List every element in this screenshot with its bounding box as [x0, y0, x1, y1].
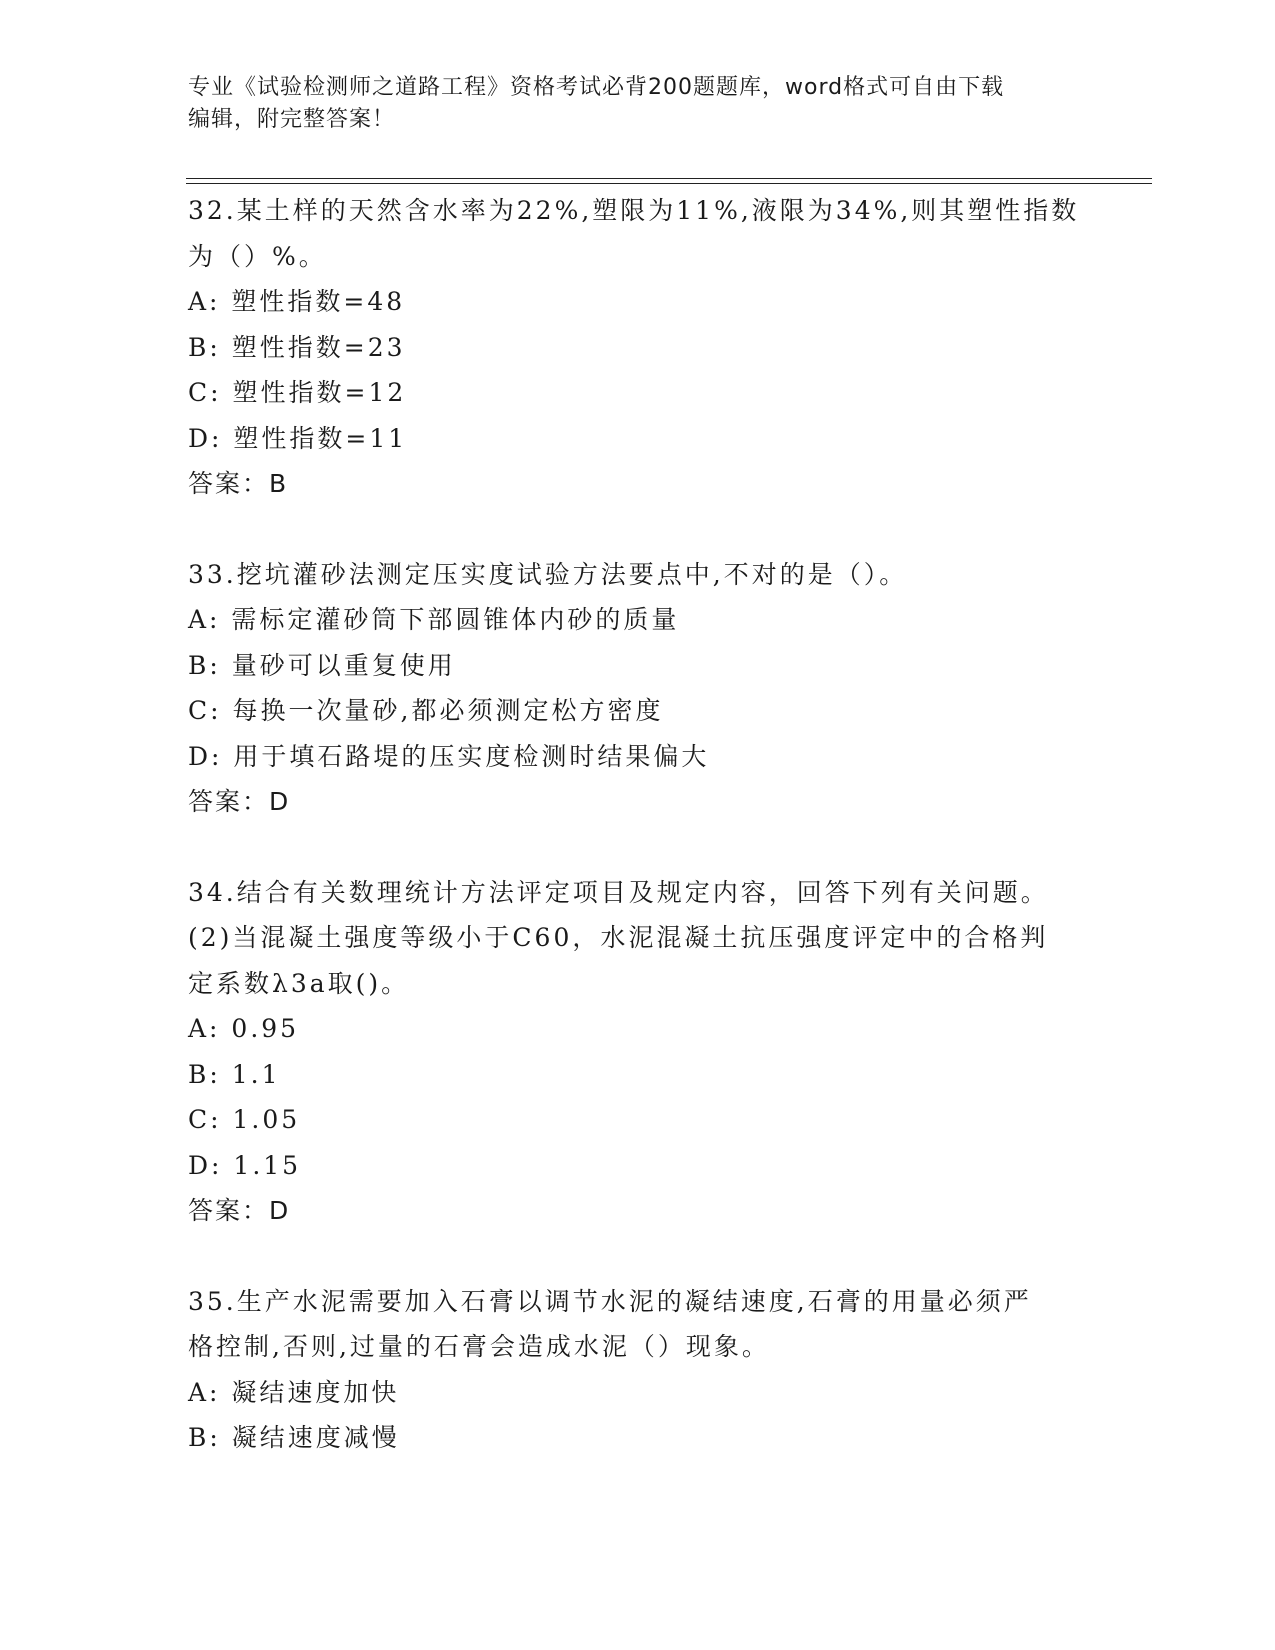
question-33 [188, 552, 1088, 825]
stem-line: (2)当混凝土强度等级小于C60，水泥混凝土抗压强度评定中的合格判 [188, 923, 1049, 952]
option-b: B: 1.1 [188, 1059, 281, 1089]
question-stem [188, 552, 1088, 598]
stem-line: 格控制,否则,过量的石膏会造成水泥（）现象。 [188, 1332, 770, 1361]
option-a: A: 塑性指数=48 [188, 287, 406, 316]
header-line-1: 专业《试验检测师之道路工程》资格考试必背200题题库，word格式可自由下载 [188, 75, 1005, 100]
option-c: C: 每换一次量砂,都必须测定松方密度 [188, 696, 664, 725]
spacer [188, 1234, 1088, 1279]
question-stem [188, 1279, 1088, 1370]
header-divider-bottom [186, 183, 1152, 184]
question-stem [188, 188, 1088, 279]
answer-label: 答案：D [188, 787, 291, 816]
answer-label: 答案：D [188, 1196, 291, 1225]
option-a: A: 0.95 [188, 1014, 300, 1043]
option-b: B: 塑性指数=23 [188, 332, 406, 362]
option-d: D: 塑性指数=11 [188, 423, 408, 453]
header-divider-top [186, 178, 1152, 179]
option-a: A: 需标定灌砂筒下部圆锥体内砂的质量 [188, 605, 680, 634]
option-d: D: 用于填石路堤的压实度检测时结果偏大 [188, 741, 710, 771]
option-b: B: 凝结速度减慢 [188, 1423, 400, 1452]
option-b: B: 量砂可以重复使用 [188, 650, 456, 680]
spacer [188, 507, 1088, 552]
stem-line: 定系数λ3a取()。 [188, 968, 410, 998]
option-a: A: 凝结速度加快 [188, 1377, 400, 1407]
question-list [188, 188, 1088, 1461]
spacer [188, 825, 1088, 870]
stem-line: 35.生产水泥需要加入石膏以调节水泥的凝结速度,石膏的用量必须严 [188, 1286, 1032, 1316]
question-stem [188, 870, 1088, 1007]
question-34 [188, 870, 1088, 1234]
stem-line: 33.挖坑灌砂法测定压实度试验方法要点中,不对的是（）。 [188, 559, 908, 589]
option-c: C: 塑性指数=12 [188, 378, 407, 407]
question-35 [188, 1279, 1088, 1461]
header-line-2: 编辑，附完整答案！ [188, 107, 396, 132]
document-header [188, 72, 1068, 136]
stem-line: 34.结合有关数理统计方法评定项目及规定内容，回答下列有关问题。 [188, 877, 1049, 907]
stem-line: 32.某土样的天然含水率为22%,塑限为11%,液限为34%,则其塑性指数 [188, 196, 1080, 225]
option-c: C: 1.05 [188, 1105, 301, 1134]
answer-label: 答案：B [188, 469, 289, 498]
stem-line: 为（）%。 [188, 241, 327, 271]
option-d: D: 1.15 [188, 1150, 302, 1180]
question-32 [188, 188, 1088, 507]
